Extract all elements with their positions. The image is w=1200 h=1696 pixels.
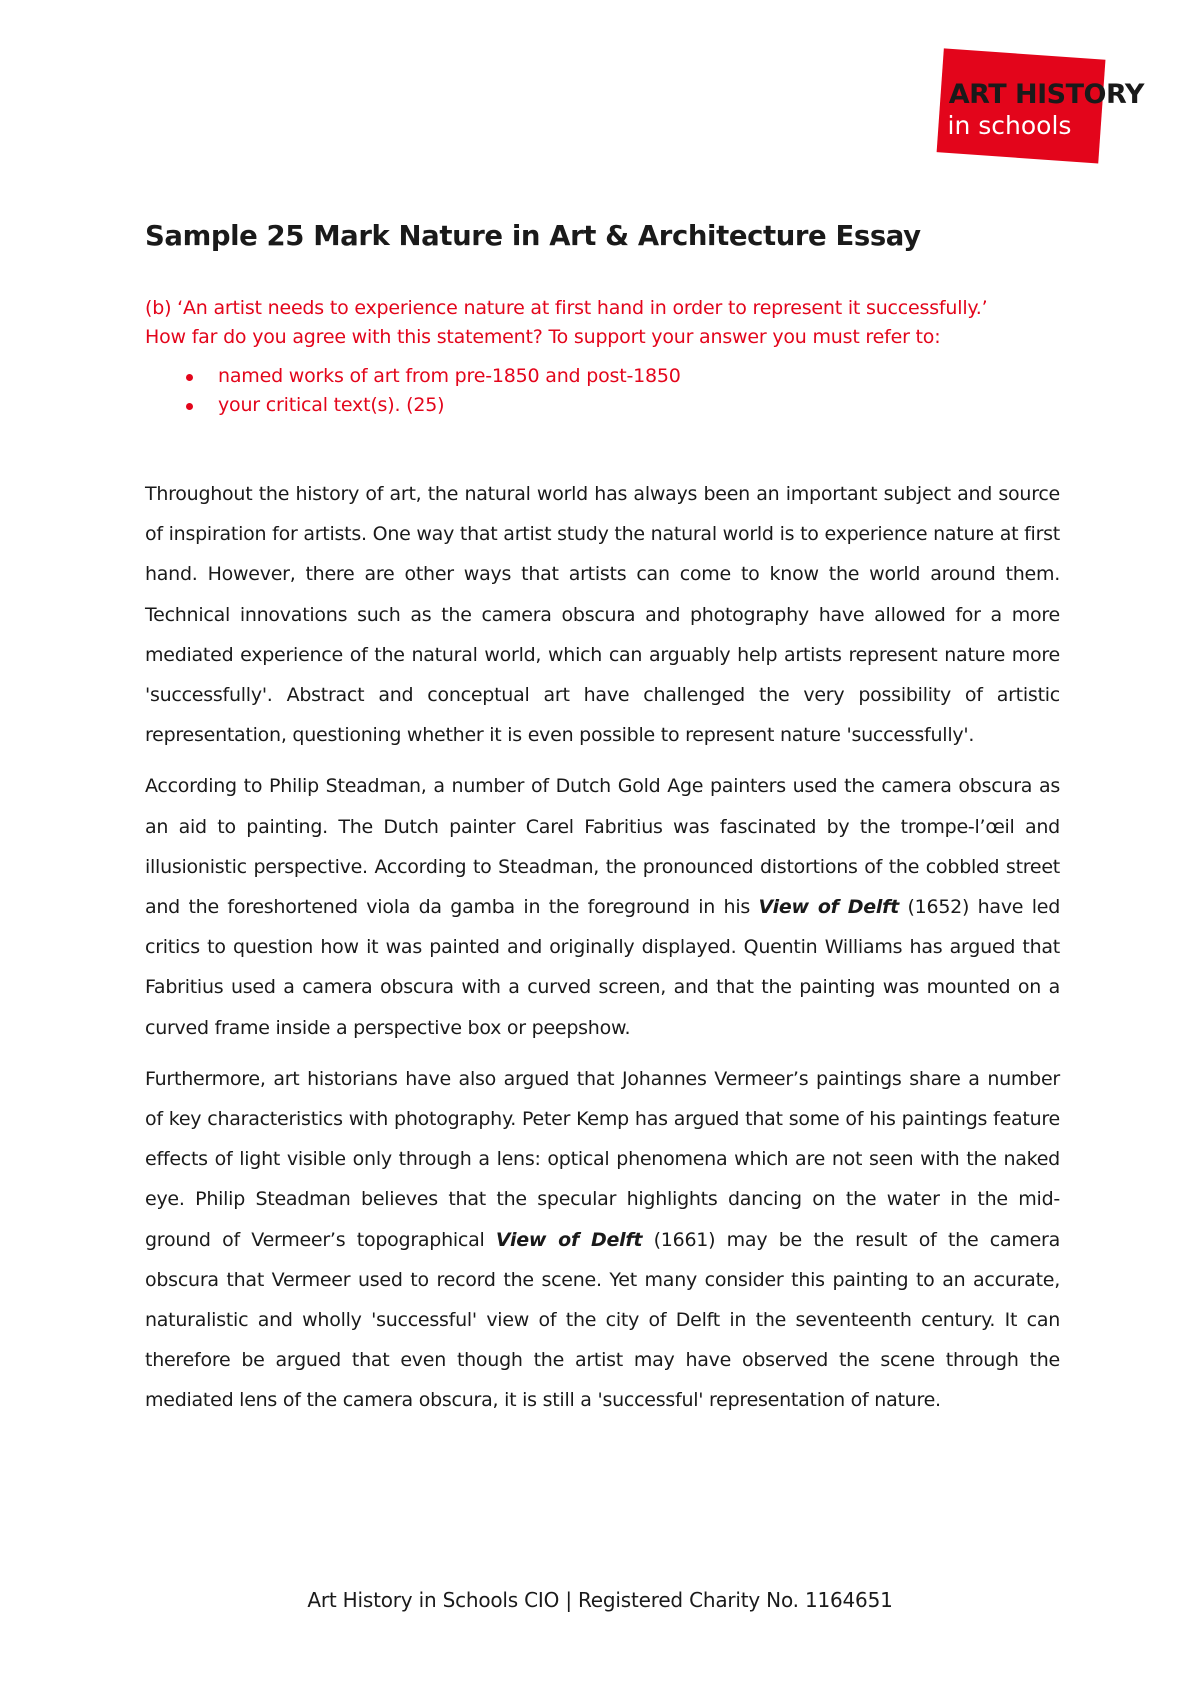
paragraph-2-text-a: According to Philip Steadman, a number of Dutch Gold Age painters used the camera obscura as an aid to painting. The Dutch painter Carel Fabritius was fascinated by the trompe-l’œil and illusionistic perspective. According to Steadman, the pronounced distortions of the cobbled street and the foreshortened viola da gamba in the foreground in his bbox=[145, 775, 1060, 919]
requirement-text: named works of art from pre-1850 and post-1850 bbox=[218, 365, 681, 387]
question-line-2: How far do you agree with this statement? To support your answer you must refer to: bbox=[145, 326, 941, 348]
artwork-title: View of Delft bbox=[495, 1228, 643, 1251]
essay-question bbox=[145, 294, 1060, 420]
logo-line-1: ART HISTORY bbox=[948, 78, 1144, 110]
artwork-title: View of Delft bbox=[758, 896, 899, 919]
list-item bbox=[145, 362, 1060, 391]
paragraph-2-text-b: (1652) have led critics to question how it was painted and originally displayed. Quentin Williams has argued that Fabritius used a camera obscura with a curved screen, and that the painting was mounted on a curved frame inside a perspective box or peepshow. bbox=[145, 896, 1061, 1039]
paragraph-3 bbox=[145, 1059, 1060, 1421]
requirement-text: your critical text(s). (25) bbox=[218, 394, 445, 416]
document-body bbox=[145, 220, 1060, 1432]
bullet-icon bbox=[186, 403, 193, 410]
paragraph-1: Throughout the history of art, the natural world has always been an important subject and source of inspiration for artists. One way that artist study the natural world is to experience nature at first hand. However, there are other ways that artists can come to know the world around them. Technical innovations such as the camera obscura and photography have allowed for a more mediated experience of the natural world, which can arguably help artists represent nature more 'successfully'. Abstract and conceptual art have challenged the very possibility of artistic representation, questioning whether it is even possible to represent nature 'successfully'. bbox=[145, 483, 1060, 747]
bullet-icon bbox=[186, 374, 193, 381]
page-title: Sample 25 Mark Nature in Art & Architecture Essay bbox=[145, 220, 921, 252]
essay-text bbox=[145, 474, 1060, 1421]
art-history-in-schools-logo bbox=[937, 48, 1144, 165]
requirements-list bbox=[145, 362, 1060, 420]
paragraph-3-text-a: Furthermore, art historians have also argued that Johannes Vermeer’s paintings share a number of key characteristics with photography. Peter Kemp has argued that some of his paintings feature effects of light visible only through a lens: optical phenomena which are not seen with the naked eye. Philip Steadman believes that the specular highlights dancing on the water in the mid-ground of Vermeer’s topographical bbox=[145, 1067, 1060, 1251]
list-item bbox=[145, 391, 1060, 420]
paragraph-3-text-b: (1661) may be the result of the camera obscura that Vermeer used to record the scene. Yet many consider this painting to an accurate, naturalistic and wholly 'successful' view of the city of Delft in the seventeenth century. It can therefore be argued that even though the artist may have observed the scene through the mediated lens of the camera obscura, it is still a 'successful' representation of nature. bbox=[145, 1228, 1061, 1412]
question-line-1: (b) ‘An artist needs to experience nature at first hand in order to represent it successfully.’ bbox=[145, 297, 988, 319]
logo-line-2: in schools bbox=[947, 110, 1072, 140]
page-footer: Art History in Schools CIO | Registered Charity No. 1164651 bbox=[307, 1588, 893, 1612]
paragraph-2 bbox=[145, 766, 1060, 1047]
